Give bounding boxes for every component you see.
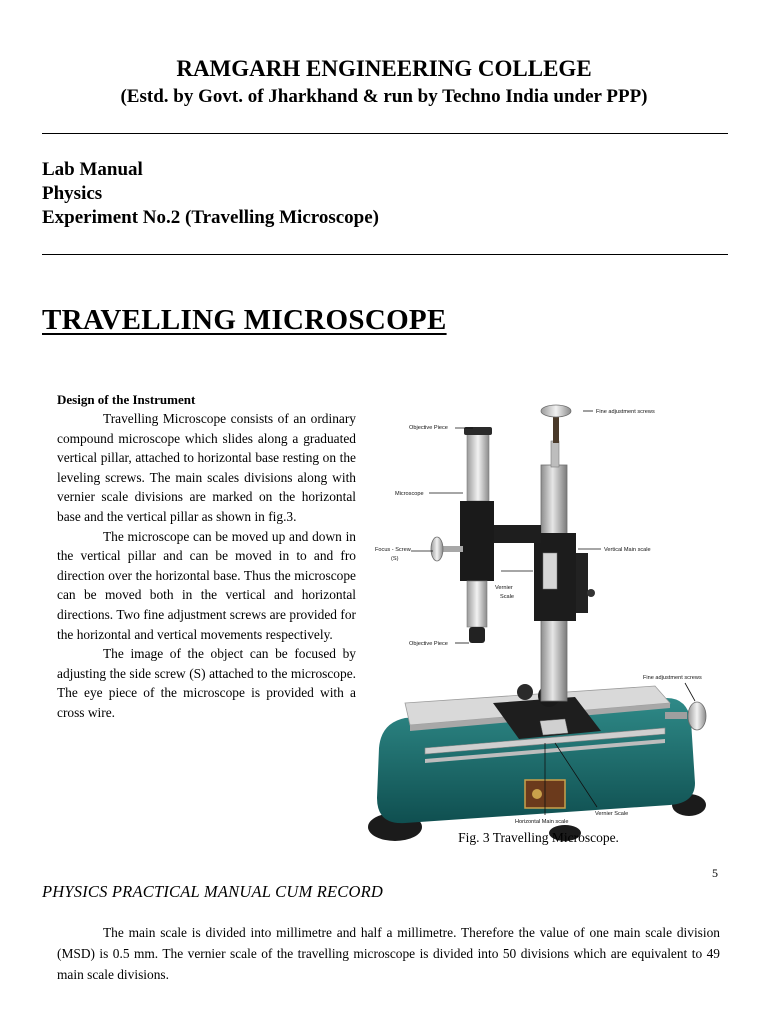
label-objective-top: Objective Piece	[409, 425, 448, 431]
page-number: 5	[712, 866, 718, 880]
label-vernier-scale-2: Scale	[500, 594, 514, 600]
vertical-screw-shaft	[551, 441, 559, 467]
objective-tube	[467, 581, 487, 627]
vertical-vernier	[543, 553, 557, 589]
section-heading: Design of the Instrument	[57, 392, 196, 407]
microscope-figure	[365, 403, 712, 853]
meta-divider	[42, 254, 728, 255]
stage-knob	[517, 684, 533, 700]
bottom-paragraph	[57, 922, 720, 985]
label-vertical-main-scale: Vertical Main scale	[604, 547, 651, 553]
vernier-block	[540, 719, 568, 735]
label-focus-screw: Focus - Screw	[375, 547, 411, 553]
focus-screw	[431, 537, 443, 561]
vertical-screw-rod	[553, 415, 559, 443]
focus-screw-shaft	[443, 546, 463, 552]
paragraph: The main scale is divided into millimetre and half a millimetre. Therefore the value of one main scale division (MSD) is 0.5 mm. The vernier scale of the travelling microscope is divided into 50 divisions which are equivalent to 49 main scale divisions.	[57, 925, 720, 982]
label-fine-adjustment-top: Fine adjustment screws	[596, 409, 655, 415]
microscope-body	[460, 501, 494, 581]
header-divider	[42, 133, 728, 134]
manual-footer-title: PHYSICS PRACTICAL MANUAL CUM RECORD	[42, 882, 383, 901]
paragraph: Travelling Microscope consists of an ordinary compound microscope which slides along a graduated vertical pillar, attached to horizontal base resting on the leveling screws. The main scales divisions along with vernier scale divisions are marked on the horizontal base and the vertical pillar as shown in fig.3.	[57, 411, 356, 524]
horizontal-fine-screw	[688, 702, 706, 730]
microscope-arm	[493, 525, 541, 543]
label-vernier: Vernier	[495, 585, 513, 591]
page-title: TRAVELLING MICROSCOPE	[42, 304, 447, 336]
lab-manual-label: Lab Manual	[42, 159, 143, 180]
experiment-label: Experiment No.2 (Travelling Microscope)	[42, 207, 380, 228]
section-body	[57, 409, 356, 723]
vertical-fine-screw	[541, 405, 571, 417]
objective-lens	[469, 627, 485, 643]
eyepiece-tube	[467, 431, 489, 501]
paragraph: The image of the object can be focused by adjusting the side screw (S) attached to the microscope. The eye piece of the microscope is provided with a cross wire.	[57, 646, 356, 720]
carriage-clamp	[576, 553, 588, 613]
clamp-screw	[587, 589, 595, 597]
college-subtitle: (Estd. by Govt. of Jharkhand & run by Techno India under PPP)	[120, 86, 648, 107]
label-vernier-scale: Vernier Scale	[595, 811, 629, 817]
label-microscope: Microscope	[395, 491, 424, 497]
paragraph: The microscope can be moved up and down in the vertical pillar and can be moved in to and fro direction over the horizontal base. Thus the microscope can be moved both in the vertical and horizontal directions. Two fine adjustment screws are provided for the horizontal and vertical movements respectively.	[57, 528, 356, 642]
subject-label: Physics	[42, 183, 103, 204]
label-horizontal-main-scale: Horizontal Main scale	[515, 819, 569, 825]
label-objective-bottom: Objective Piece	[409, 641, 448, 647]
horizontal-screw-shaft	[665, 712, 687, 719]
plaque-emblem	[532, 789, 542, 799]
microscope-illustration	[365, 403, 712, 853]
label-fine-adjustment-right: Fine adjustment screws	[643, 675, 702, 681]
figure-caption: Fig. 3 Travelling Microscope.	[458, 830, 619, 845]
college-name: RAMGARH ENGINEERING COLLEGE	[176, 56, 592, 81]
label-focus-screw-s: (S)	[391, 556, 399, 562]
